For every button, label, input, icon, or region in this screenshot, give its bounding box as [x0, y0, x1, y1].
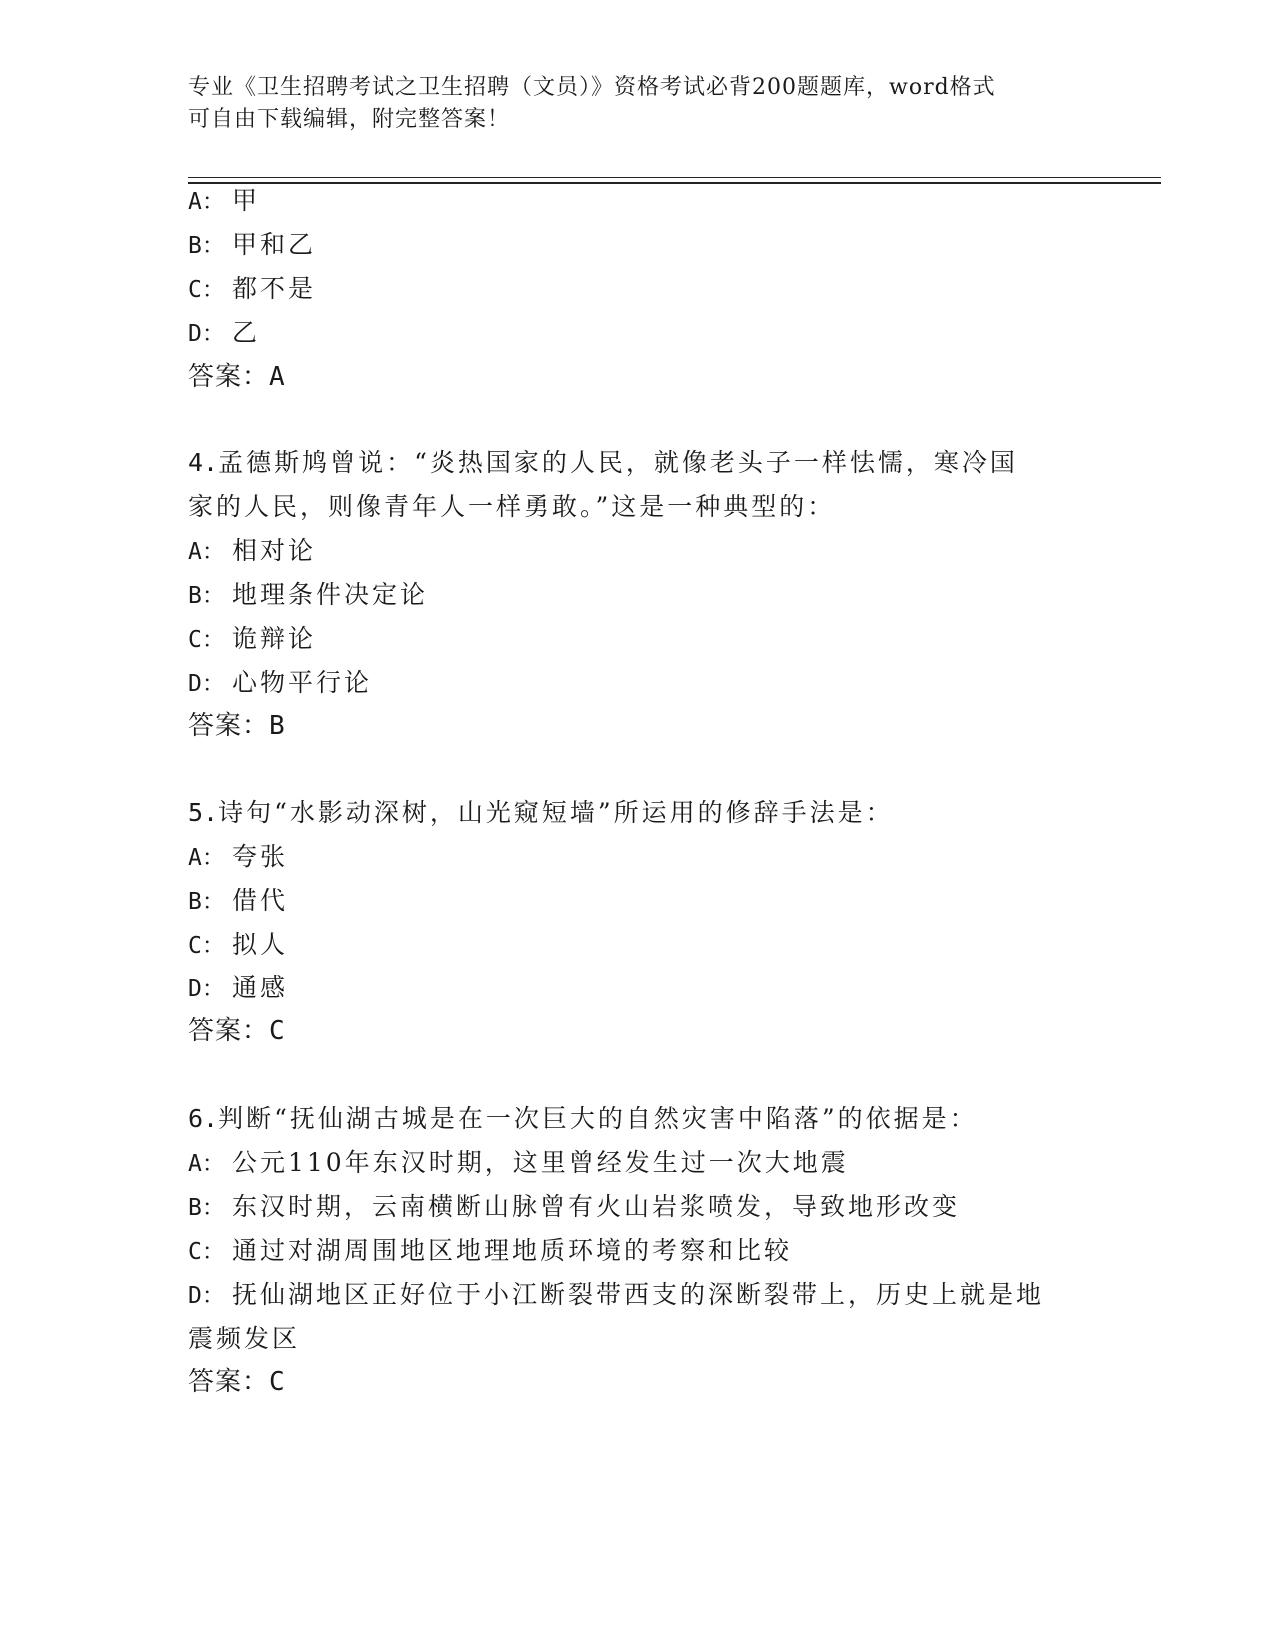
option-letter: C：: [188, 627, 225, 653]
q4-option-d: [188, 660, 372, 707]
q6-option-b: [188, 1184, 960, 1231]
document-header: [188, 72, 1088, 136]
q4-option-b: [188, 572, 428, 619]
question-text: 判断“抚仙湖古城是在一次巨大的自然灾害中陷落”的依据是：: [218, 1104, 978, 1133]
option-text: 相对论: [232, 536, 317, 565]
answer-label: 答案：: [188, 1016, 270, 1046]
question-number: 5.: [188, 798, 219, 827]
header-divider-thick: [188, 182, 1161, 184]
option-letter: B：: [188, 1195, 225, 1221]
option-letter: C：: [188, 277, 225, 303]
q3-option-b: [188, 222, 316, 269]
option-text: 地理条件决定论: [232, 580, 429, 609]
header-divider-thin: [188, 177, 1161, 178]
option-letter: B：: [188, 583, 225, 609]
q5-stem-line-1: [188, 790, 894, 836]
question-text: 诗句“水影动深树，山光窥短墙”所运用的修辞手法是：: [218, 798, 894, 827]
question-text: 家的人民，则像青年人一样勇敢。”这是一种典型的：: [188, 492, 836, 521]
answer-value: A: [269, 362, 286, 392]
option-letter: B：: [188, 889, 225, 915]
option-text: 东汉时期，云南横断山脉曾有火山岩浆喷发，导致地形改变: [232, 1192, 961, 1221]
option-letter: A：: [188, 845, 225, 871]
q5-option-d: [188, 965, 288, 1012]
option-letter: B：: [188, 233, 225, 259]
question-number: 4.: [188, 448, 219, 477]
option-text: 甲和乙: [232, 230, 317, 259]
answer-value: C: [269, 1367, 286, 1397]
q6-answer: [188, 1359, 286, 1405]
q6-stem-line-1: [188, 1096, 978, 1142]
option-text: 公元110年东汉时期，这里曾经发生过一次大地震: [232, 1148, 849, 1177]
q5-option-a: [188, 834, 288, 881]
option-text: 心物平行论: [232, 668, 373, 697]
q6-option-d-continued: [188, 1316, 300, 1362]
option-letter: A：: [188, 539, 225, 565]
q6-option-a: [188, 1140, 849, 1187]
q4-option-c: [188, 616, 316, 663]
q6-option-d: [188, 1272, 1044, 1319]
option-letter: C：: [188, 933, 225, 959]
option-letter: C：: [188, 1239, 225, 1265]
option-text: 夸张: [232, 842, 289, 871]
answer-label: 答案：: [188, 362, 270, 392]
q4-option-a: [188, 528, 316, 575]
option-text: 诡辩论: [232, 624, 317, 653]
option-text: 乙: [232, 318, 261, 347]
option-letter: A：: [188, 1151, 225, 1177]
option-text: 通感: [232, 973, 289, 1002]
q3-answer: [188, 354, 286, 400]
option-text: 都不是: [232, 274, 317, 303]
header-line-2: 可自由下载编辑，附完整答案！: [188, 107, 511, 132]
option-letter: A：: [188, 189, 225, 215]
q3-option-a: [188, 178, 260, 225]
option-letter: D：: [188, 671, 225, 697]
q5-answer: [188, 1008, 286, 1054]
question-number: 6.: [188, 1104, 219, 1133]
q3-option-d: [188, 310, 260, 357]
question-text: 孟德斯鸠曾说：“炎热国家的人民，就像老头子一样怯懦，寒冷国: [218, 448, 1018, 477]
option-text: 甲: [232, 186, 261, 215]
answer-value: C: [269, 1016, 286, 1046]
q4-stem-line-2: [188, 484, 835, 530]
q4-stem-line-1: [188, 440, 1018, 486]
answer-label: 答案：: [188, 711, 270, 741]
q4-answer: [188, 703, 286, 749]
header-line-1: 专业《卫生招聘考试之卫生招聘（文员）》资格考试必背200题题库，word格式: [188, 75, 996, 100]
option-letter: D：: [188, 321, 225, 347]
q3-option-c: [188, 266, 316, 313]
q5-option-c: [188, 922, 288, 969]
option-letter: D：: [188, 1283, 225, 1309]
option-letter: D：: [188, 976, 225, 1002]
option-text: 拟人: [232, 930, 289, 959]
answer-value: B: [269, 711, 286, 741]
option-text: 借代: [232, 886, 289, 915]
q5-option-b: [188, 878, 288, 925]
option-text: 通过对湖周围地区地理地质环境的考察和比较: [232, 1236, 793, 1265]
option-text: 抚仙湖地区正好位于小江断裂带西支的深断裂带上，历史上就是地: [232, 1280, 1045, 1309]
option-text: 震频发区: [188, 1324, 301, 1353]
answer-label: 答案：: [188, 1367, 270, 1397]
q6-option-c: [188, 1228, 792, 1275]
